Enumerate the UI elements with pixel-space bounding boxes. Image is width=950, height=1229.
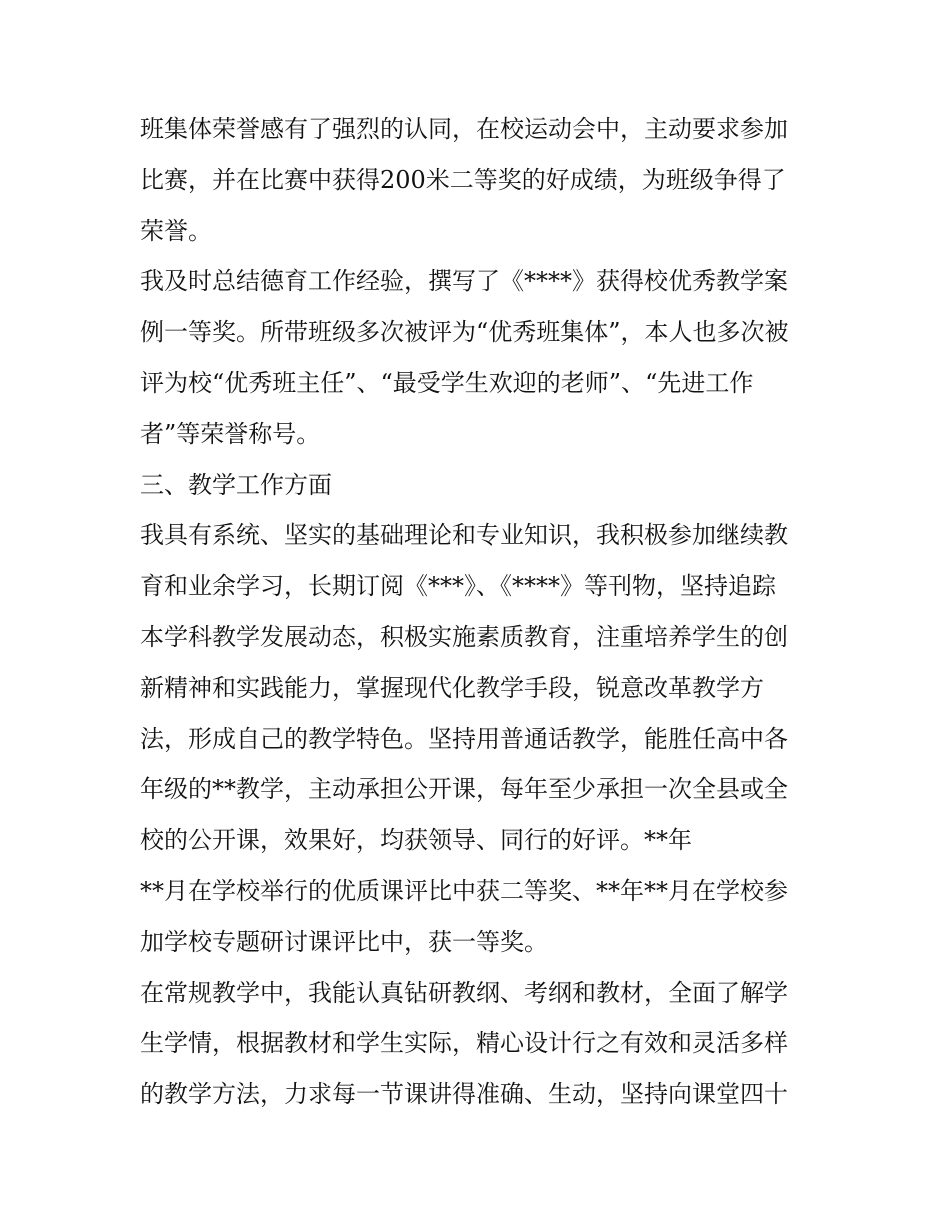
text-line-15: 校的公开课，效果好，均获领导、同行的好评。**年	[140, 826, 692, 855]
text-line-1: 班集体荣誉感有了强烈的认同，在校运动会中，主动要求参加	[140, 115, 788, 143]
text-line-14: 年级的**教学，主动承担公开课，每年至少承担一次全县或全	[140, 775, 788, 804]
text-line-19: 生学情，根据教材和学生实际，精心设计行之有效和灵活多样	[140, 1029, 788, 1058]
text-line-6: 评为校“优秀班主任”、“最受学生欢迎的老师”、“先进工作	[140, 368, 754, 397]
text-line-17: 加学校专题研讨课评比中，获一等奖。	[140, 927, 548, 956]
text-line-2: 比赛，并在比赛中获得200米二等奖的好成绩，为班级争得了	[140, 165, 786, 194]
text-line-4: 我及时总结德育工作经验，撰写了《****》获得校优秀教学案	[140, 267, 788, 296]
text-line-11: 本学科教学发展动态，积极实施素质教育，注重培养学生的创	[140, 622, 788, 651]
text-line-10: 育和业余学习，长期订阅《***》、《****》等刊物，坚持追踪	[140, 572, 776, 601]
text-line-9: 我具有系统、坚实的基础理论和专业知识，我积极参加继续教	[140, 521, 788, 550]
section-heading: 三、教学工作方面	[140, 470, 332, 499]
text-line-16: **月在学校举行的优质课评比中获二等奖、**年**月在学校参	[140, 876, 788, 905]
text-line-20: 的教学方法，力求每一节课讲得准确、生动，坚持向课堂四十	[140, 1080, 788, 1109]
text-line-7: 者”等荣誉称号。	[140, 419, 321, 448]
text-line-13: 法，形成自己的教学特色。坚持用普通话教学，能胜任高中各	[140, 724, 788, 753]
text-line-3: 荣誉。	[140, 216, 212, 245]
document-body	[140, 104, 820, 1120]
text-line-5: 例一等奖。所带班级多次被评为“优秀班集体”，本人也多次被	[140, 318, 789, 347]
text-line-12: 新精神和实践能力，掌握现代化教学手段，锐意改革教学方	[140, 673, 764, 702]
text-line-18: 在常规教学中，我能认真钻研教纲、考纲和教材，全面了解学	[140, 978, 788, 1007]
